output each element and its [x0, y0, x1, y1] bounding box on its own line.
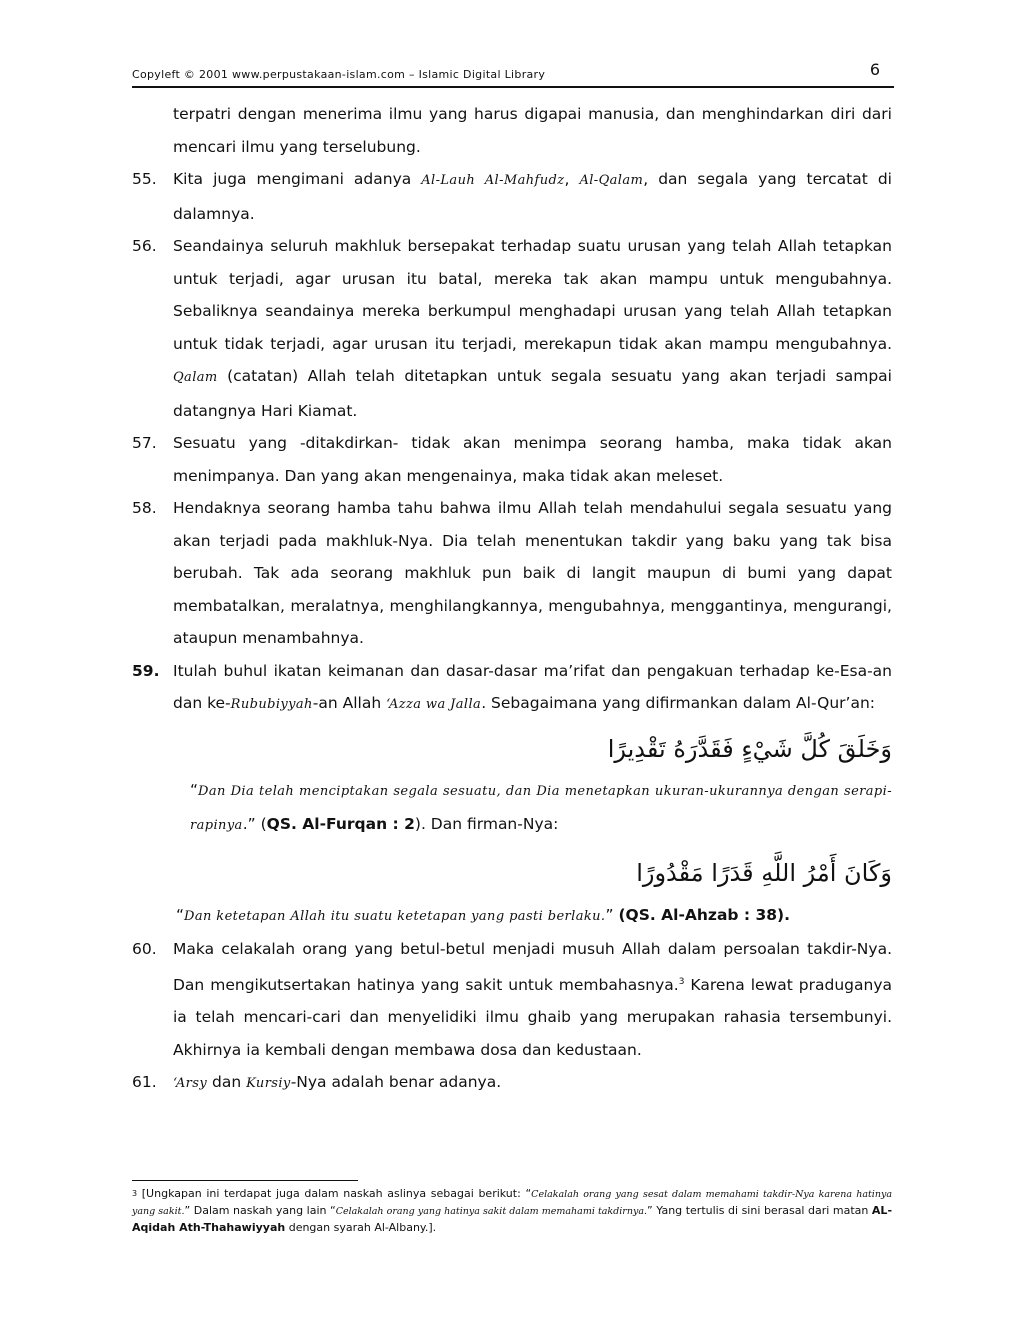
list-item-57: [132, 427, 892, 492]
translation-ahzab: [132, 899, 892, 934]
item-text: Maka celakalah orang yang betul-betul menjadi musuh Allah dalam persoalan takdir-Nya. Dan mengikutsertakan hatinya yang sakit untuk membahasnya.: [173, 940, 892, 994]
arabic-verse-furqan: وَخَلَقَ كُلَّ شَيْءٍ فَقَدَّرَهُ تَقْدِيرًا: [607, 734, 892, 763]
footnote-text: ” Dalam naskah yang lain “: [184, 1204, 336, 1217]
footnote-number: 3: [132, 1189, 138, 1198]
term-qalam: Qalam: [173, 370, 218, 385]
translation-text: Dan Dia telah menciptakan segala sesuatu, dan Dia menetapkan ukuran-ukurannya dengan serapi-rapinya: [190, 783, 892, 833]
list-item-59: [132, 655, 892, 722]
item-number: 59.: [132, 661, 160, 680]
term-azza-wa-jalla: ‘Azza wa Jalla: [386, 697, 482, 712]
item-text: . Sebagaimana yang difirmankan dalam Al-Qur’an:: [481, 694, 875, 712]
quote-close: .” (: [242, 815, 267, 833]
footnote-text: [Ungkapan ini terdapat juga dalam naskah aslinya sebagai berikut: “: [137, 1187, 532, 1200]
item-text: Karena lewat praduganya ia telah mencari-cari dan menyelidiki ilmu ghaib yang merupakan rahasia tersembunyi. Akhirnya ia kembali dengan membawa dosa dan kedustaan.: [173, 975, 892, 1059]
body-text: [132, 98, 892, 1101]
item-text: -an Allah: [312, 694, 387, 712]
term-lauh-mahfudz: Al-Lauh Al-Mahfudz: [421, 173, 565, 188]
item-text: Hendaknya seorang hamba tahu bahwa ilmu Allah telah mendahului segala sesuatu yang akan terjadi pada makhluk-Nya. Dia telah menentukan takdir yang baku yang tak bisa berubah. Tak ada seorang makhluk pun baik di langit maupun di bumi yang dapat membatalkan, meralatnya, menghilangkannya, mengubahnya, menggantinya, mengurangi, ataupun menambahnya.: [173, 499, 892, 647]
item-text: ,: [564, 170, 580, 188]
item-number: 58.: [132, 499, 157, 517]
footnote-text: dengan syarah Al-Albany.].: [285, 1221, 437, 1234]
translation-text: Dan ketetapan Allah itu suatu ketetapan yang pasti berlaku.: [184, 908, 606, 924]
list-item-61: [132, 1066, 892, 1101]
quote-after: ). Dan firman-Nya:: [414, 815, 559, 833]
footnote-quote: Celakalah orang yang sesat dalam memahami takdir-Nya karena hatinya yang sakit.: [132, 1189, 892, 1217]
footnote: [132, 1186, 892, 1236]
page-header: [132, 58, 894, 88]
item-text: (catatan) Allah telah ditetapkan untuk segala sesuatu yang akan terjadi sampai datangnya Hari Kiamat.: [173, 367, 892, 420]
item-number: 60.: [132, 940, 157, 958]
item-text: , dan segala yang tercatat di dalamnya.: [173, 170, 892, 223]
verse-reference: (QS. Al-Ahzab : 38).: [618, 905, 791, 924]
continued-paragraph: terpatri dengan menerima ilmu yang harus digapai manusia, dan menghindarkan diri dari mencari ilmu yang terselubung.: [173, 105, 892, 156]
translation-furqan: [132, 774, 892, 843]
quote-close: ”: [605, 905, 619, 924]
header-copyright: Copyleft © 2001 www.perpustakaan-islam.com – Islamic Digital Library: [132, 68, 546, 81]
footnote-divider: [132, 1180, 358, 1181]
list-item-55: [132, 163, 892, 230]
item-number: 57.: [132, 434, 157, 452]
item-text: -Nya adalah benar adanya.: [290, 1073, 502, 1092]
footnote-book-title: AL-Aqidah Ath-Thahawiyyah: [132, 1204, 893, 1234]
list-item-56: [132, 230, 892, 427]
item-number: 56.: [132, 237, 157, 255]
item-number: 61.: [132, 1073, 157, 1092]
term-qalam: Al-Qalam: [579, 173, 644, 188]
list-item-60: [132, 933, 892, 1066]
item-text: Itulah buhul ikatan keimanan dan dasar-dasar ma’rifat dan pengakuan terhadap ke-Esa-an dan ke-: [173, 661, 892, 712]
item-text: Sesuatu yang -ditakdirkan- tidak akan menimpa seorang hamba, maka tidak akan menimpanya. Dan yang akan mengenainya, maka tidak akan meleset.: [173, 434, 892, 485]
item-text: Kita juga mengimani adanya: [173, 170, 422, 188]
page-number: 6: [869, 60, 880, 79]
footnote-marker[interactable]: 3: [678, 976, 685, 987]
quote-open: “: [176, 905, 185, 924]
item-text: Seandainya seluruh makhluk bersepakat terhadap suatu urusan yang telah Allah tetapkan untuk terjadi, agar urusan itu batal, mereka tak akan mampu untuk mengubahnya. Sebaliknya seandainya mereka berkumpul menghadapi urusan yang telah Allah tetapkan untuk tidak terjadi, agar urusan itu terjadi, merekapun tidak akan mampu mengubahnya.: [173, 237, 892, 353]
item-text: dan: [207, 1073, 247, 1092]
term-kursiy: Kursiy: [246, 1076, 291, 1092]
arabic-verse-ahzab: وَكَانَ أَمْرُ اللَّهِ قَدَرًا مَقْدُورًا: [636, 858, 892, 887]
item-number: 55.: [132, 170, 157, 188]
quote-open: “: [190, 780, 199, 799]
footnote-quote: Celakalah orang yang hatinya sakit dalam memahami takdirnya.: [335, 1206, 648, 1217]
footnote-text: ” Yang tertulis di sini berasal dari matan: [647, 1204, 872, 1217]
term-arsy: ‘Arsy: [173, 1076, 208, 1092]
verse-reference: QS. Al-Furqan : 2: [266, 815, 415, 833]
term-rububiyyah: Rububiyyah: [230, 697, 313, 712]
list-item-58: [132, 492, 892, 655]
